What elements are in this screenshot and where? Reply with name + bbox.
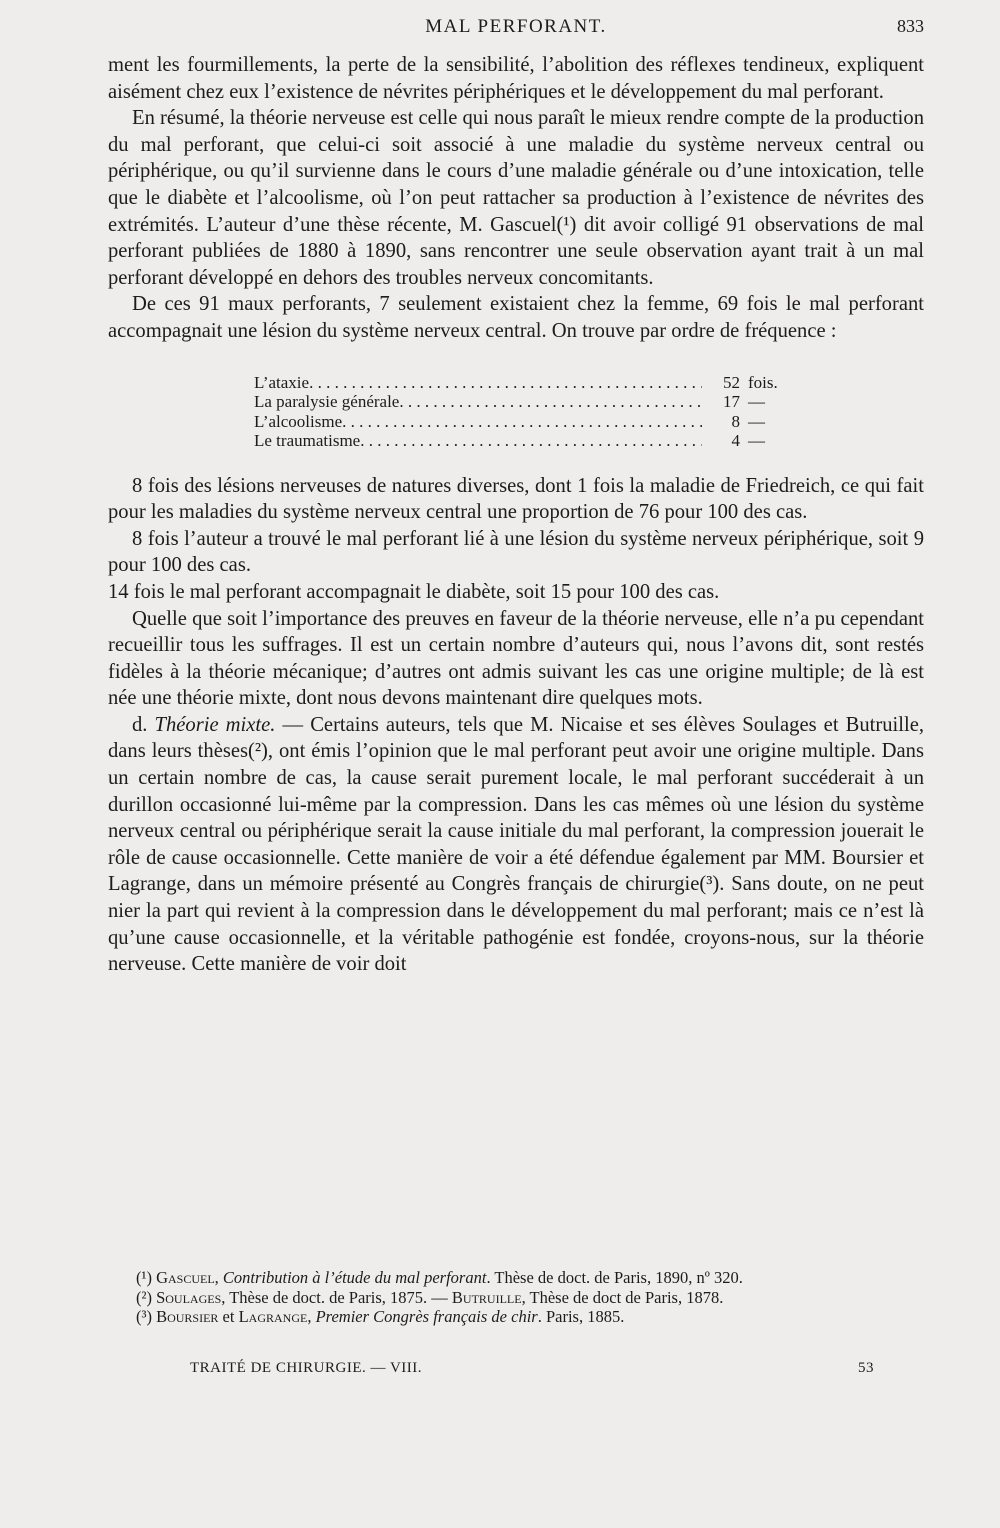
stat-unit: — — [748, 411, 765, 431]
stat-unit: — — [748, 431, 765, 451]
footnote-rest: , Thèse de doct. de Paris, 1875. — — [221, 1287, 452, 1307]
leader-dots — [309, 373, 702, 393]
page-number: 833 — [897, 16, 924, 36]
running-title: MAL PERFORANT. — [425, 16, 607, 37]
footnotes — [108, 1268, 946, 1327]
leader-dots — [399, 392, 702, 412]
footnote-3 — [108, 1307, 946, 1327]
main-text — [108, 52, 924, 978]
footnote-mark: (²) — [136, 1287, 157, 1307]
stat-count: 8 — [731, 411, 740, 431]
paragraph-1: ment les fourmillements, la perte de la sensibilité, l’abolition des réflexes tendineux, expliquent aisément chez eux l’existence de névrites périphériques et le développement du mal perforant. — [108, 54, 924, 103]
page-header — [108, 16, 924, 44]
footnote-author: Soulages — [156, 1287, 222, 1307]
book-signature: TRAITÉ DE CHIRURGIE. — VIII. — [190, 1360, 423, 1376]
footnote-2 — [108, 1288, 946, 1308]
stat-label: L’ataxie — [254, 372, 310, 392]
stat-label: La paralysie générale — [254, 392, 400, 412]
stat-count: 17 — [723, 392, 740, 412]
footnote-rest: . Paris, 1885. — [537, 1307, 625, 1326]
footnote-sep: , — [214, 1268, 223, 1287]
footnote-work: Contribution à l’étude du mal perforant — [222, 1268, 487, 1287]
paragraph-theorie-mixte — [108, 712, 924, 978]
stat-count: 52 — [723, 372, 740, 392]
footnote-author: Gascuel — [156, 1268, 215, 1287]
section-letter: d. — [132, 713, 155, 736]
stat-row — [254, 431, 794, 451]
footnote-1 — [108, 1268, 946, 1288]
stat-row — [254, 412, 794, 432]
signature-number: 53 — [858, 1360, 874, 1376]
section-text: — Certains auteurs, tels que M. Nicaise et ses élèves Soulages et Butruille, dans leurs thèses(²), ont émis l’opinion que le mal perforant peut avoir une origine multiple. Dans un certain nombre de cas, la cause serait purement locale, le mal perforant succéderait à un durillon occasionné lui-même par la compression. Dans les cas mêmes où une lésion du système nerveux central ou périphérique serait la cause initiale du mal perforant, la compression jouerait le rôle de cause occasionnelle. Cette manière de voir a été défendue également par MM. Boursier et Lagrange, dans un mémoire présenté au Congrès français de chirurgie(³). Sans doute, on ne peut nier la part qui revient à la compression dans le développement du mal perforant; mais ce n’est là qu’une cause occasionnelle, et la véritable pathogénie est fondée, croyons-nous, sur la théorie nerveuse. Cette manière de voir doit — [108, 713, 924, 976]
stat-unit: — — [748, 392, 765, 412]
paragraph-7: Quelle que soit l’importance des preuves en faveur de la théorie nerveuse, elle n’a pu cependant recueillir tous les suffrages. Il est un certain nombre d’auteurs qui, nous l’avons dit, sont restés fidèles à la théorie mécanique; d’autres ont admis suivant les cas une origine multiple; de là est née une théorie mixte, dont nous devons maintenant dire quelques mots. — [108, 607, 924, 710]
paragraph-5: 8 fois l’auteur a trouvé le mal perforant lié à une lésion du système nerveux périphérique, soit 9 pour 100 des cas. — [108, 527, 924, 577]
footnote-rest: , Thèse de doct de Paris, 1878. — [521, 1287, 724, 1307]
stat-label: Le traumatisme — [254, 431, 361, 451]
stat-row — [254, 373, 794, 393]
paragraph-4: 8 fois des lésions nerveuses de natures diverses, dont 1 fois la maladie de Friedreich, ce qui fait pour les maladies du système nerveux central une proportion de 76 pour 100 des cas. — [108, 474, 924, 524]
footnote-rest: . Thèse de doct. de Paris, 1890, nº 320. — [486, 1268, 743, 1287]
footnote-mark: (¹) — [136, 1268, 157, 1287]
leader-dots — [342, 412, 702, 432]
footnote-author: Lagrange — [238, 1307, 308, 1326]
stat-count: 4 — [731, 431, 740, 451]
paragraph-6: 14 fois le mal perforant accompagnait le diabète, soit 15 pour 100 des cas. — [108, 580, 720, 603]
stat-row — [254, 392, 794, 412]
frequency-list — [254, 373, 794, 451]
paragraph-2: En résumé, la théorie nerveuse est celle qui nous paraît le mieux rendre compte de la production du mal perforant, que celui-ci soit associé à une maladie du système nerveux central ou périphérique, ou qu’il survienne dans le cours d’une maladie générale ou d’une intoxication, telle que le diabète et l’alcoolisme, où l’on peut rattacher sa production à l’existence de névrites des extrémités. L’auteur d’une thèse récente, M. Gascuel(¹) dit avoir colligé 91 observations de mal perforant publiées de 1880 à 1890, sans rencontrer une seule observation ayant trait à un mal perforant développé en dehors des troubles nerveux concomitants. — [108, 107, 924, 289]
stat-label: L’alcoolisme — [254, 411, 343, 431]
footnote-author: Boursier — [156, 1307, 219, 1326]
footnote-mark: (³) — [136, 1307, 157, 1326]
footnote-author: Butruille — [451, 1287, 522, 1307]
leader-dots — [360, 431, 702, 451]
footnote-work: Premier Congrès français de chir — [315, 1307, 538, 1326]
footnote-sep: , — [307, 1307, 316, 1326]
section-title: Théorie mixte. — [154, 713, 276, 736]
footnote-sep: et — [218, 1307, 239, 1326]
stat-unit: fois. — [748, 372, 778, 392]
paragraph-3: De ces 91 maux perforants, 7 seulement existaient chez la femme, 69 fois le mal perforant accompagnait une lésion du système nerveux central. On trouve par ordre de fréquence : — [108, 293, 924, 342]
